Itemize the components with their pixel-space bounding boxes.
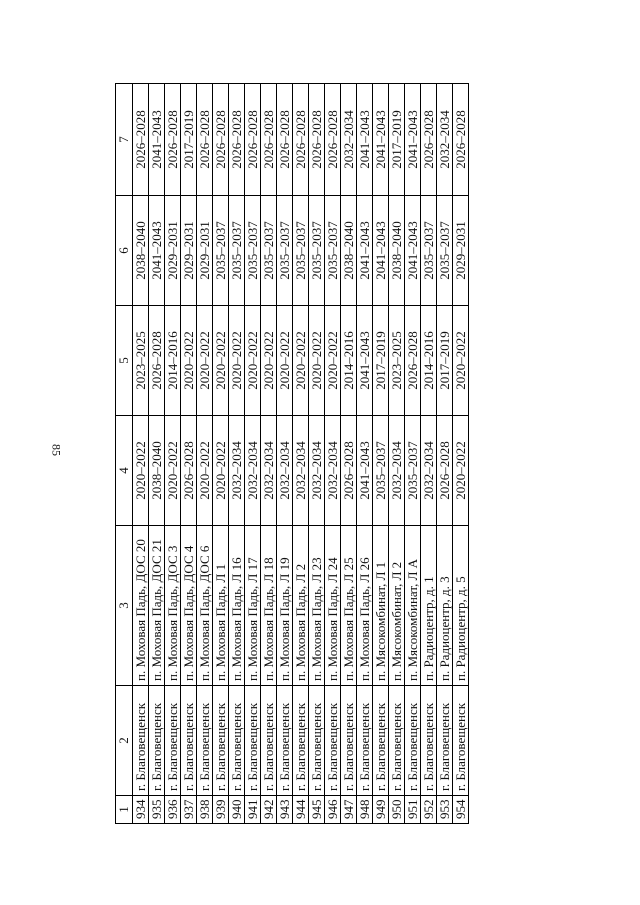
cell-c7: 2026–2028 [133, 84, 149, 196]
cell-c5: 2026–2028 [149, 306, 165, 416]
cell-c3: п. Моховая Падь, ДОС 6 [197, 526, 213, 686]
cell-c7: 2041–2043 [149, 84, 165, 196]
cell-c7: 2017–2019 [389, 84, 405, 196]
cell-c3: п. Моховая Падь, ДОС 20 [133, 526, 149, 686]
table-row [197, 84, 213, 824]
cell-c6: 2035–2037 [421, 196, 437, 306]
cell-c1: 951 [405, 796, 421, 824]
cell-c6: 2029–2031 [453, 196, 469, 306]
cell-c6: 2041–2043 [373, 196, 389, 306]
cell-c1: 935 [149, 796, 165, 824]
table-row [453, 84, 469, 824]
cell-c5: 2023–2025 [389, 306, 405, 416]
cell-c5: 2020–2022 [261, 306, 277, 416]
cell-c6: 2038–2040 [341, 196, 357, 306]
cell-c6: 2035–2037 [229, 196, 245, 306]
cell-c7: 2032–2034 [341, 84, 357, 196]
cell-c7: 2041–2043 [373, 84, 389, 196]
cell-c1: 948 [357, 796, 373, 824]
cell-c3: п. Моховая Падь, Л 19 [277, 526, 293, 686]
cell-c4: 2032–2034 [277, 416, 293, 526]
cell-c2: г. Благовещенск [261, 686, 277, 796]
table-row [181, 84, 197, 824]
cell-c2: г. Благовещенск [293, 686, 309, 796]
cell-c4: 2020–2022 [453, 416, 469, 526]
cell-c2: г. Благовещенск [373, 686, 389, 796]
cell-c4: 2020–2022 [133, 416, 149, 526]
cell-c5: 2026–2028 [405, 306, 421, 416]
cell-c1: 952 [421, 796, 437, 824]
cell-c1: 934 [133, 796, 149, 824]
cell-c5: 2020–2022 [293, 306, 309, 416]
table-row [165, 84, 181, 824]
cell-c6: 2029–2031 [165, 196, 181, 306]
cell-c7: 2026–2028 [277, 84, 293, 196]
column-header-4: 4 [116, 416, 133, 526]
table-row [245, 84, 261, 824]
table-row [421, 84, 437, 824]
header-row [116, 84, 133, 824]
cell-c3: п. Моховая Падь, Л 18 [261, 526, 277, 686]
cell-c4: 2032–2034 [261, 416, 277, 526]
cell-c4: 2038–2040 [149, 416, 165, 526]
cell-c1: 954 [453, 796, 469, 824]
cell-c3: п. Моховая Падь, ДОС 21 [149, 526, 165, 686]
cell-c7: 2041–2043 [357, 84, 373, 196]
cell-c1: 938 [197, 796, 213, 824]
cell-c2: г. Благовещенск [309, 686, 325, 796]
cell-c6: 2035–2037 [245, 196, 261, 306]
column-header-7: 7 [116, 84, 133, 196]
cell-c7: 2026–2028 [421, 84, 437, 196]
cell-c1: 947 [341, 796, 357, 824]
cell-c5: 2020–2022 [277, 306, 293, 416]
cell-c4: 2020–2022 [197, 416, 213, 526]
cell-c4: 2032–2034 [293, 416, 309, 526]
cell-c5: 2017–2019 [437, 306, 453, 416]
table-row [437, 84, 453, 824]
cell-c5: 2020–2022 [213, 306, 229, 416]
page-number: 85 [49, 444, 64, 456]
cell-c3: п. Моховая Падь, Л 26 [357, 526, 373, 686]
cell-c5: 2020–2022 [181, 306, 197, 416]
cell-c4: 2032–2034 [389, 416, 405, 526]
cell-c2: г. Благовещенск [453, 686, 469, 796]
cell-c4: 2032–2034 [245, 416, 261, 526]
cell-c6: 2029–2031 [181, 196, 197, 306]
cell-c6: 2035–2037 [293, 196, 309, 306]
cell-c4: 2026–2028 [437, 416, 453, 526]
table-row [341, 84, 357, 824]
cell-c6: 2035–2037 [437, 196, 453, 306]
cell-c4: 2032–2034 [421, 416, 437, 526]
cell-c3: п. Радиоцентр, д. 5 [453, 526, 469, 686]
cell-c4: 2020–2022 [165, 416, 181, 526]
column-header-6: 6 [116, 196, 133, 306]
cell-c2: г. Благовещенск [405, 686, 421, 796]
table-header [116, 84, 133, 824]
cell-c4: 2041–2043 [357, 416, 373, 526]
cell-c5: 2017–2019 [373, 306, 389, 416]
table-body [133, 84, 469, 824]
cell-c1: 953 [437, 796, 453, 824]
cell-c1: 941 [245, 796, 261, 824]
table-row [229, 84, 245, 824]
column-header-3: 3 [116, 526, 133, 686]
table-row [293, 84, 309, 824]
table-row [405, 84, 421, 824]
cell-c3: п. Радиоцентр, д. 3 [437, 526, 453, 686]
cell-c2: г. Благовещенск [357, 686, 373, 796]
cell-c3: п. Моховая Падь, ДОС 4 [181, 526, 197, 686]
cell-c2: г. Благовещенск [437, 686, 453, 796]
cell-c1: 945 [309, 796, 325, 824]
cell-c7: 2026–2028 [325, 84, 341, 196]
cell-c7: 2026–2028 [309, 84, 325, 196]
table-row [133, 84, 149, 824]
cell-c5: 2020–2022 [229, 306, 245, 416]
cell-c3: п. Моховая Падь, Л 2 [293, 526, 309, 686]
cell-c7: 2032–2034 [437, 84, 453, 196]
cell-c1: 950 [389, 796, 405, 824]
cell-c3: п. Моховая Падь, Л 1 [213, 526, 229, 686]
column-header-1: 1 [116, 796, 133, 824]
cell-c7: 2026–2028 [213, 84, 229, 196]
cell-c6: 2041–2043 [149, 196, 165, 306]
column-header-2: 2 [116, 686, 133, 796]
cell-c1: 942 [261, 796, 277, 824]
table-row [373, 84, 389, 824]
cell-c1: 946 [325, 796, 341, 824]
cell-c4: 2026–2028 [181, 416, 197, 526]
table-row [309, 84, 325, 824]
table-row [213, 84, 229, 824]
table-row [389, 84, 405, 824]
cell-c5: 2014–2016 [421, 306, 437, 416]
cell-c4: 2032–2034 [325, 416, 341, 526]
cell-c5: 2041–2043 [357, 306, 373, 416]
cell-c2: г. Благовещенск [197, 686, 213, 796]
cell-c7: 2026–2028 [261, 84, 277, 196]
cell-c2: г. Благовещенск [165, 686, 181, 796]
column-header-5: 5 [116, 306, 133, 416]
cell-c6: 2038–2040 [133, 196, 149, 306]
cell-c4: 2026–2028 [341, 416, 357, 526]
cell-c5: 2020–2022 [197, 306, 213, 416]
cell-c1: 937 [181, 796, 197, 824]
cell-c7: 2026–2028 [165, 84, 181, 196]
cell-c5: 2020–2022 [453, 306, 469, 416]
cell-c2: г. Благовещенск [421, 686, 437, 796]
cell-c2: г. Благовещенск [149, 686, 165, 796]
cell-c5: 2020–2022 [245, 306, 261, 416]
cell-c7: 2026–2028 [293, 84, 309, 196]
cell-c2: г. Благовещенск [181, 686, 197, 796]
cell-c6: 2041–2043 [357, 196, 373, 306]
cell-c1: 936 [165, 796, 181, 824]
cell-c3: п. Моховая Падь, Л 24 [325, 526, 341, 686]
cell-c3: п. Моховая Падь, Л 16 [229, 526, 245, 686]
table-row [325, 84, 341, 824]
cell-c6: 2035–2037 [261, 196, 277, 306]
cell-c3: п. Мясокомбинат, Л А [405, 526, 421, 686]
cell-c6: 2041–2043 [405, 196, 421, 306]
cell-c2: г. Благовещенск [277, 686, 293, 796]
schedule-table [115, 83, 469, 824]
table-container [115, 84, 595, 824]
cell-c2: г. Благовещенск [341, 686, 357, 796]
cell-c6: 2035–2037 [277, 196, 293, 306]
cell-c7: 2026–2028 [197, 84, 213, 196]
cell-c2: г. Благовещенск [245, 686, 261, 796]
cell-c6: 2035–2037 [309, 196, 325, 306]
cell-c4: 2020–2022 [213, 416, 229, 526]
cell-c4: 2032–2034 [229, 416, 245, 526]
cell-c3: п. Моховая Падь, Л 23 [309, 526, 325, 686]
cell-c5: 2020–2022 [325, 306, 341, 416]
table-row [277, 84, 293, 824]
cell-c1: 949 [373, 796, 389, 824]
cell-c4: 2032–2034 [309, 416, 325, 526]
cell-c1: 940 [229, 796, 245, 824]
rotated-table-frame [115, 84, 595, 824]
cell-c5: 2014–2016 [165, 306, 181, 416]
cell-c7: 2026–2028 [453, 84, 469, 196]
cell-c3: п. Мясокомбинат, Л 1 [373, 526, 389, 686]
cell-c5: 2014–2016 [341, 306, 357, 416]
cell-c7: 2026–2028 [229, 84, 245, 196]
cell-c7: 2041–2043 [405, 84, 421, 196]
table-row [357, 84, 373, 824]
cell-c4: 2035–2037 [405, 416, 421, 526]
cell-c2: г. Благовещенск [213, 686, 229, 796]
table-row [149, 84, 165, 824]
cell-c6: 2035–2037 [325, 196, 341, 306]
cell-c3: п. Моховая Падь, Л 25 [341, 526, 357, 686]
cell-c4: 2035–2037 [373, 416, 389, 526]
cell-c2: г. Благовещенск [325, 686, 341, 796]
cell-c1: 944 [293, 796, 309, 824]
cell-c6: 2029–2031 [197, 196, 213, 306]
cell-c2: г. Благовещенск [389, 686, 405, 796]
cell-c6: 2035–2037 [213, 196, 229, 306]
cell-c6: 2038–2040 [389, 196, 405, 306]
table-row [261, 84, 277, 824]
cell-c7: 2017–2019 [181, 84, 197, 196]
cell-c3: п. Радиоцентр, д. 1 [421, 526, 437, 686]
cell-c3: п. Моховая Падь, ДОС 3 [165, 526, 181, 686]
cell-c2: г. Благовещенск [133, 686, 149, 796]
cell-c2: г. Благовещенск [229, 686, 245, 796]
cell-c1: 939 [213, 796, 229, 824]
cell-c3: п. Мясокомбинат, Л 2 [389, 526, 405, 686]
cell-c7: 2026–2028 [245, 84, 261, 196]
cell-c5: 2023–2025 [133, 306, 149, 416]
cell-c1: 943 [277, 796, 293, 824]
cell-c3: п. Моховая Падь, Л 17 [245, 526, 261, 686]
cell-c5: 2020–2022 [309, 306, 325, 416]
